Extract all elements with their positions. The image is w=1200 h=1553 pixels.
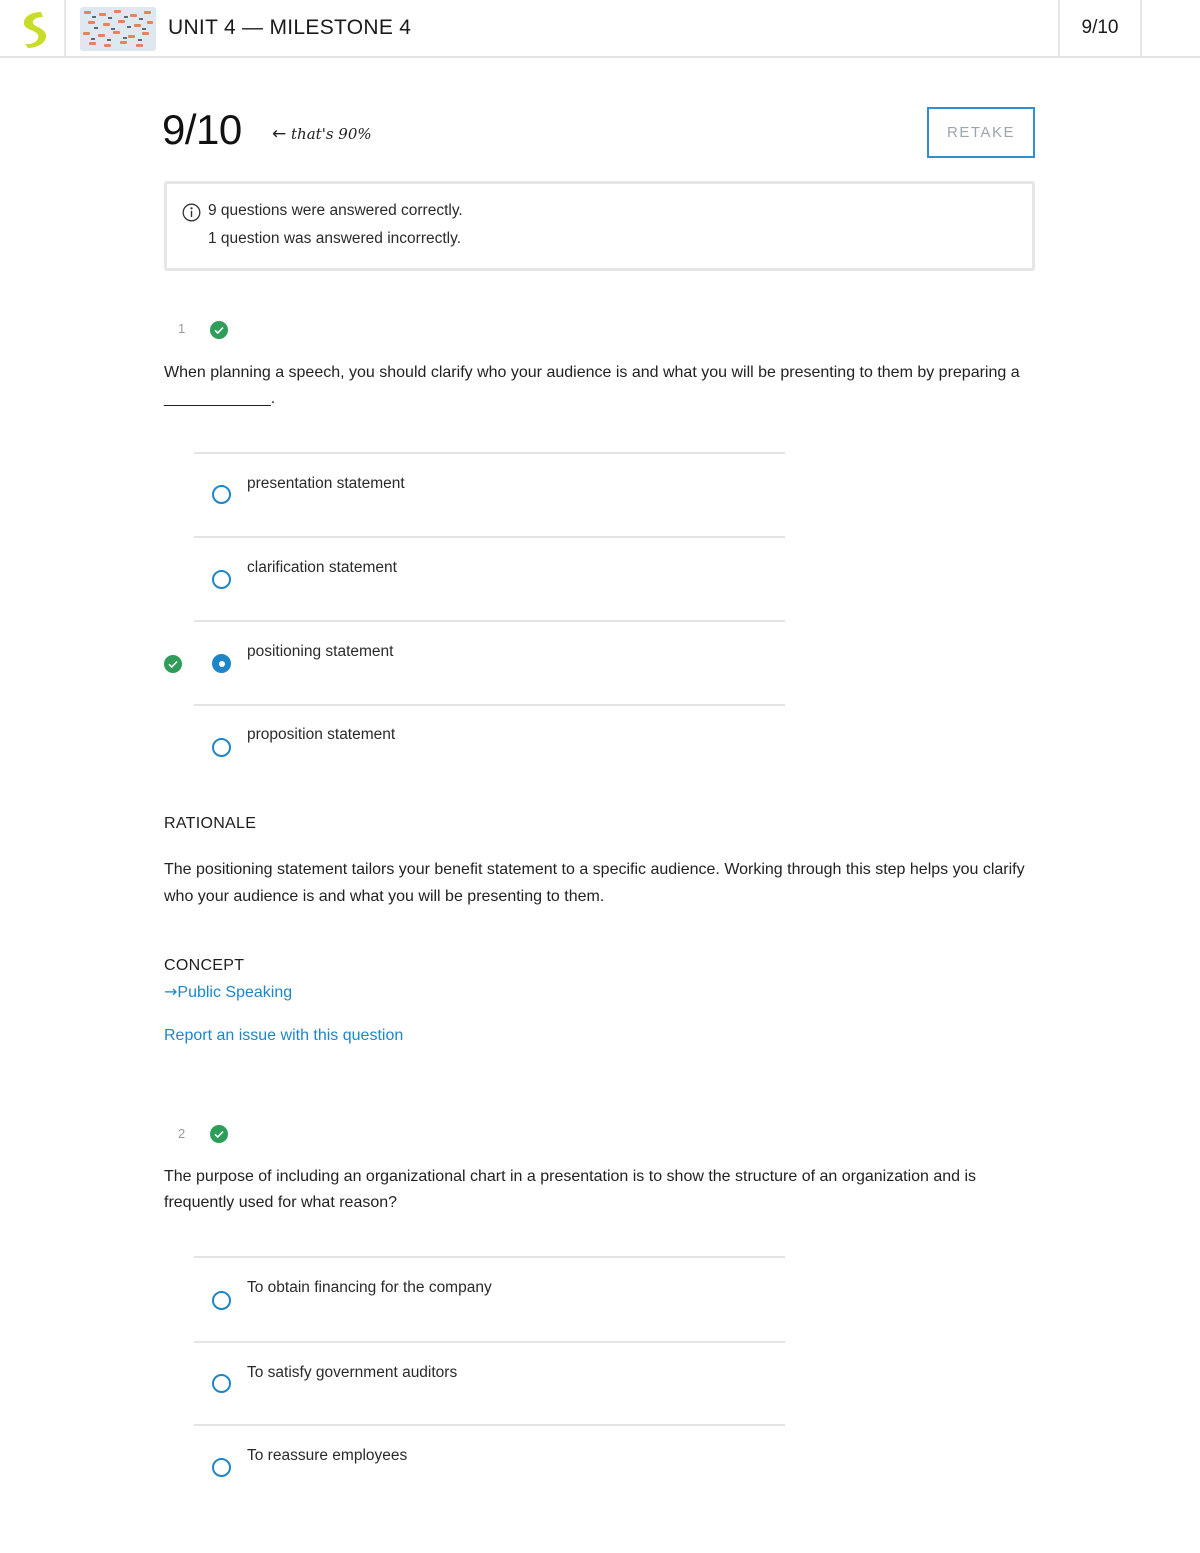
quiz-score: 9/10: [162, 106, 242, 153]
correct-answer-check-icon: [164, 655, 182, 673]
option-label: presentation statement: [247, 475, 405, 492]
option-label: proposition statement: [247, 726, 396, 743]
option-divider: [194, 1424, 785, 1426]
option-label: To satisfy government auditors: [247, 1364, 458, 1381]
option-divider: [194, 1341, 785, 1343]
header-score: 9/10: [1081, 17, 1119, 38]
option-divider: [194, 452, 785, 454]
radio-button[interactable]: [212, 738, 231, 757]
option-label: clarification statement: [247, 559, 397, 576]
correct-check-icon: [210, 321, 228, 339]
arrow-right-icon: →: [164, 982, 178, 1001]
score-percent-text: that's 90%: [291, 125, 372, 143]
header-divider: [1140, 0, 1142, 56]
option-label: To obtain financing for the company: [247, 1279, 492, 1296]
unit-title: UNIT 4 — MILESTONE 4: [168, 16, 412, 39]
score-percent-note: [272, 124, 372, 144]
radio-button[interactable]: [212, 485, 231, 504]
question-number: 2: [178, 1126, 186, 1141]
incorrect-count-text: 1 question was answered incorrectly.: [208, 230, 462, 247]
question-number: 1: [178, 321, 186, 336]
header-divider: [64, 0, 66, 56]
rationale-text: The positioning statement tailors your benefit statement to a specific audience. Working through this step helps you clarify who your audience is and what you will be presenting to them.: [164, 861, 1025, 905]
report-issue-link[interactable]: Report an issue with this question: [164, 1027, 404, 1044]
results-summary: [164, 181, 1035, 271]
option-label: positioning statement: [247, 643, 394, 660]
option-divider: [194, 620, 785, 622]
retake-button[interactable]: RETAKE: [927, 107, 1035, 158]
top-bar: [0, 0, 1200, 58]
concept-link-text: Public Speaking: [177, 984, 293, 1001]
radio-button[interactable]: [212, 1291, 231, 1310]
info-icon: [182, 203, 201, 222]
correct-check-icon: [210, 1125, 228, 1143]
question-text: When planning a speech, you should clarify who your audience is and what you will be presenting to them by preparing a ____________.: [164, 364, 1020, 407]
rationale-heading: RATIONALE: [164, 815, 257, 832]
radio-button[interactable]: [212, 1374, 231, 1393]
radio-button[interactable]: [212, 570, 231, 589]
correct-count-text: 9 questions were answered correctly.: [208, 202, 463, 219]
unit-thumbnail: [80, 7, 156, 51]
concept-heading: CONCEPT: [164, 957, 245, 974]
option-divider: [194, 704, 785, 706]
question-text: The purpose of including an organizational chart in a presentation is to show the structure of an organization and is frequently used for what reason?: [164, 1168, 977, 1211]
radio-button[interactable]: [212, 1458, 231, 1477]
option-label: To reassure employees: [247, 1447, 408, 1464]
radio-button-selected[interactable]: [212, 654, 231, 673]
unit-thumbnail-pattern-icon: [80, 7, 156, 51]
concept-link[interactable]: [164, 982, 292, 1002]
option-divider: [194, 1256, 785, 1258]
sophia-logo-icon[interactable]: [14, 8, 54, 50]
arrow-left-icon: ←: [272, 124, 287, 144]
option-divider: [194, 536, 785, 538]
